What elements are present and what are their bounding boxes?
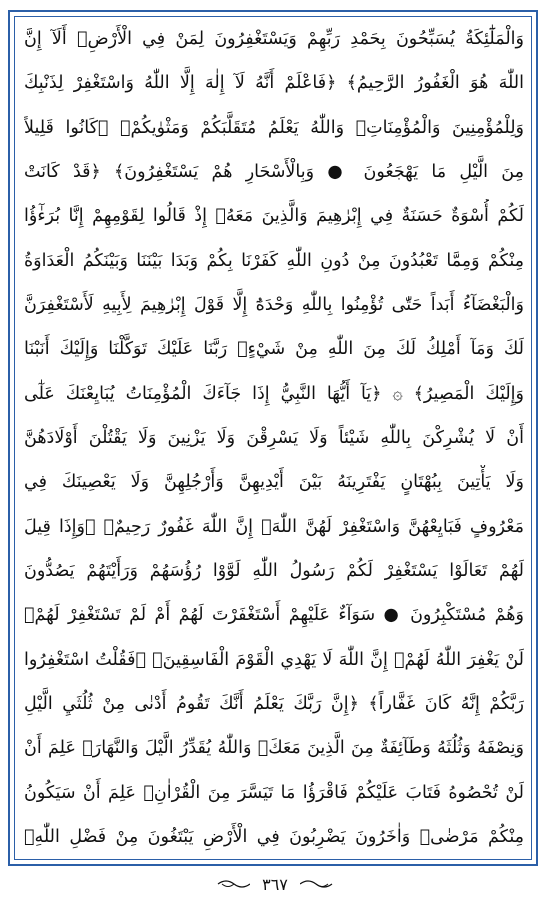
text-line: لَهُمْ تَعَالَوْا يَسْتَغْفِرْ لَكُمْ رَسُولُ اللّٰهِ لَوَّوْا رُؤُسَهُمْ وَرَأَيْتَهُمْ يَصُدُّونَ xyxy=(24,560,524,581)
text-line: وَلَا يَأْتِينَ بِبُهْتَانٍ يَفْتَرِينَهُ بَيْنَ أَيْدِيهِنَّ وَأَرْجُلِهِنَّ وَلَا يَعْصِينَكَ فِي xyxy=(24,472,524,493)
text-line: وَنِصْفَهُ وَثُلُثَهُ وَطَآئِفَةٌ مِنَ الَّذِينَ مَعَكَۗ وَاللّٰهُ يُقَدِّرُ الَّيْلَ وَالنَّهَارَۗ عَلِمَ أَنْ xyxy=(24,738,524,759)
text-line: وَهُمْ مُسْتَكْبِرُونَ ● سَوَآءٌ عَلَيْهِمْ أَسْتَغْفَرْتَ لَهُمْ أَمْ لَمْ تَسْتَغْفِرْ لَهُمْۗ xyxy=(24,605,524,626)
text-line: وَالْمَلَٰٓئِكَةُ يُسَبِّحُونَ بِحَمْدِ رَبِّهِمْ وَيَسْتَغْفِرُونَ لِمَنْ فِي الْأَرْضِۗ أَلَآ إِنَّ xyxy=(24,29,524,49)
text-line: لَنْ تُحْصُوهُ فَتَابَ عَلَيْكُمْ فَاقْرَؤُا مَا تَيَسَّرَ مِنَ الْقُرْاٰنِۗ عَلِمَ أَنْ سَيَكُونُ xyxy=(24,782,524,803)
text-line: رَبَّكُمْ إِنَّهُ كَانَ غَفَّاراً﴾ ﴿إِنَّ رَبَّكَ يَعْلَمُ أَنَّكَ تَقُومُ أَدْنٰى مِنْ ثُلُثَيِ الَّيْلِ xyxy=(24,693,524,714)
text-line: وَلِلْمُؤْمِنِينَ وَالْمُؤْمِنَاتِۗ وَاللّٰهُ يَعْلَمُ مُتَقَلَّبَكُمْ وَمَثْوٰيكُمْ﴾ ﴿كَانُوا قَلِيلاً xyxy=(24,117,524,138)
page-footer xyxy=(0,872,550,896)
text-line: لَكُمْ أُسْوَةٌ حَسَنَةٌ فِي إِبْرٰهِيمَ وَالَّذِينَ مَعَهُۚ إِذْ قَالُوا لِقَوْمِهِمْ إِنَّا بُرَءٰٓؤُا xyxy=(24,206,524,227)
text-line: مِنَ الَّيْلِ مَا يَهْجَعُونَ ● وَبِالْأَسْحَارِ هُمْ يَسْتَغْفِرُونَ﴾ ﴿قَدْ كَانَتْ xyxy=(24,161,524,182)
text-line: مِنْكُمْ مَرْضٰىۙ وَاٰخَرُونَ يَضْرِبُونَ فِي الْأَرْضِ يَبْتَغُونَ مِنْ فَضْلِ اللّٰهِۙ xyxy=(24,826,524,847)
verse-text-block xyxy=(24,22,524,854)
text-line: مِنْكُمْ وَمِمَّا تَعْبُدُونَ مِنْ دُونِ اللّٰهِ كَفَرْنَا بِكُمْ وَبَدَا بَيْنَنَا وَبَيْنَكُمُ الْعَدَاوَةُ xyxy=(24,250,524,271)
text-line: لَنْ يَغْفِرَ اللّٰهُ لَهُمْۗ إِنَّ اللّٰهَ لَا يَهْدِي الْقَوْمَ الْفَاسِقِينَ﴾ ﴿فَقُلْتُ اسْتَغْفِرُوا xyxy=(24,649,524,670)
ornament-left-icon xyxy=(216,877,250,891)
text-line: وَالْبَغْضَآءُ أَبَداً حَتّٰى تُؤْمِنُوا بِاللّٰهِ وَحْدَهُٓ إِلَّا قَوْلَ إِبْرٰهِيمَ لِأَبِيهِ لَأَسْتَغْفِرَنَّ xyxy=(24,294,524,315)
ornament-right-icon xyxy=(300,877,334,891)
text-line: أَنْ لَا يُشْرِكْنَ بِاللّٰهِ شَيْئاً وَلَا يَسْرِقْنَ وَلَا يَزْنِينَ وَلَا يَقْتُلْنَ أَوْلَادَهُنَّ xyxy=(24,427,524,448)
text-line: اللّٰهَ هُوَ الْغَفُورُ الرَّحِيمُ﴾ ﴿فَاعْلَمْ أَنَّهُ لَآ إِلٰهَ إِلَّا اللّٰهُ وَاسْتَغْفِرْ لِذَنْبِكَ xyxy=(24,73,524,94)
page-number: ٣٦٧ xyxy=(262,874,288,894)
text-line: مَعْرُوفٍ فَبَايِعْهُنَّ وَاسْتَغْفِرْ لَهُنَّ اللّٰهَۗ إِنَّ اللّٰهَ غَفُورٌ رَحِيمٌ﴾ ﴿وَإِذَا قِيلَ xyxy=(24,516,524,537)
text-line: وَإِلَيْكَ الْمَصِيرُ﴾ ۞ ﴿يَآ أَيُّهَا النَّبِيُّ إِذَا جَآءَكَ الْمُؤْمِنَاتُ يُبَايِعْنَكَ عَلٰٓى xyxy=(24,383,524,404)
text-line: لَكَ وَمَآ أَمْلِكُ لَكَ مِنَ اللّٰهِ مِنْ شَيْءٍۗ رَبَّنَا عَلَيْكَ تَوَكَّلْنَا وَإِلَيْكَ أَنَبْنَا xyxy=(24,339,524,360)
